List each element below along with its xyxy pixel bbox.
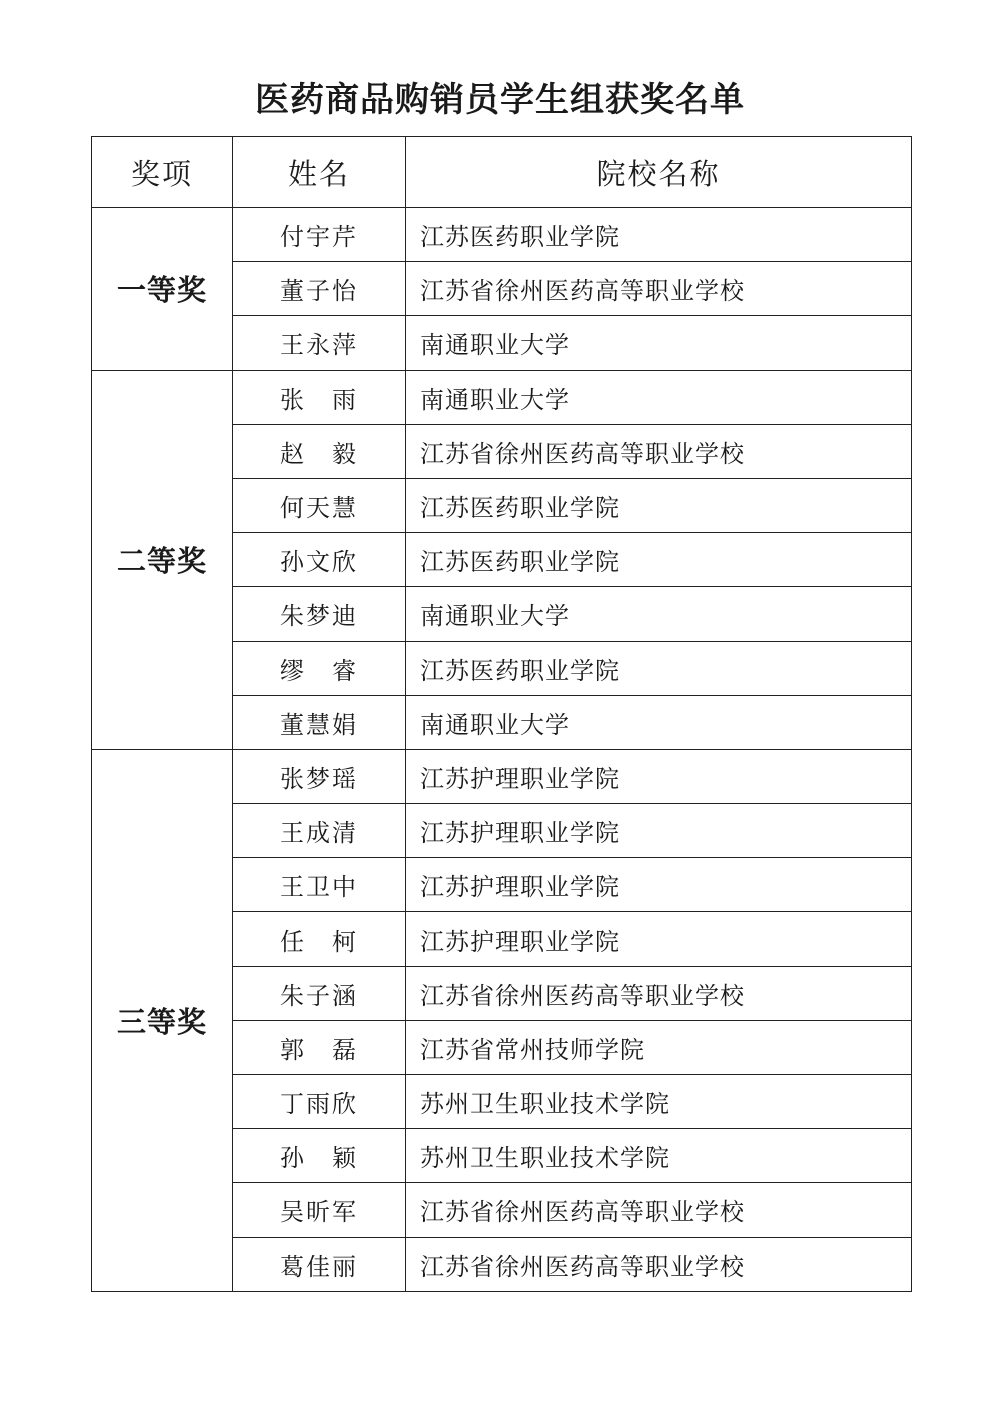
student-name-cell: 张 雨 — [233, 370, 406, 424]
student-name-cell: 吴昕军 — [233, 1183, 406, 1237]
student-name-cell: 张梦瑶 — [233, 749, 406, 803]
school-name-cell: 江苏医药职业学院 — [406, 641, 912, 695]
student-name-cell: 朱子涵 — [233, 966, 406, 1020]
student-name-cell: 朱梦迪 — [233, 587, 406, 641]
column-header-name: 姓名 — [233, 137, 406, 208]
student-name-cell: 郭 磊 — [233, 1020, 406, 1074]
table-row — [92, 370, 912, 424]
student-name-cell: 何天慧 — [233, 478, 406, 532]
student-name-cell: 孙 颖 — [233, 1129, 406, 1183]
student-name-cell: 孙文欣 — [233, 533, 406, 587]
school-name-cell: 江苏医药职业学院 — [406, 478, 912, 532]
school-name-cell: 江苏护理职业学院 — [406, 912, 912, 966]
table-body — [92, 208, 912, 1292]
table-header-row — [92, 137, 912, 208]
column-header-school: 院校名称 — [406, 137, 912, 208]
school-name-cell: 江苏护理职业学院 — [406, 749, 912, 803]
school-name-cell: 苏州卫生职业技术学院 — [406, 1129, 912, 1183]
award-level-cell: 一等奖 — [92, 208, 233, 371]
student-name-cell: 王卫中 — [233, 858, 406, 912]
school-name-cell: 江苏省徐州医药高等职业学校 — [406, 966, 912, 1020]
school-name-cell: 江苏医药职业学院 — [406, 533, 912, 587]
award-level-cell: 二等奖 — [92, 370, 233, 749]
student-name-cell: 丁雨欣 — [233, 1075, 406, 1129]
student-name-cell: 王成清 — [233, 804, 406, 858]
student-name-cell: 董慧娟 — [233, 695, 406, 749]
student-name-cell: 王永萍 — [233, 316, 406, 370]
school-name-cell: 江苏省徐州医药高等职业学校 — [406, 1237, 912, 1291]
school-name-cell: 南通职业大学 — [406, 316, 912, 370]
student-name-cell: 赵 毅 — [233, 424, 406, 478]
student-name-cell: 付宇芹 — [233, 208, 406, 262]
student-name-cell: 任 柯 — [233, 912, 406, 966]
school-name-cell: 南通职业大学 — [406, 587, 912, 641]
school-name-cell: 江苏护理职业学院 — [406, 858, 912, 912]
table-row — [92, 749, 912, 803]
award-level-cell: 三等奖 — [92, 749, 233, 1291]
school-name-cell: 江苏省常州技师学院 — [406, 1020, 912, 1074]
school-name-cell: 江苏省徐州医药高等职业学校 — [406, 1183, 912, 1237]
student-name-cell: 葛佳丽 — [233, 1237, 406, 1291]
student-name-cell: 缪 睿 — [233, 641, 406, 695]
column-header-award: 奖项 — [92, 137, 233, 208]
student-name-cell: 董子怡 — [233, 262, 406, 316]
page-title: 医药商品购销员学生组获奖名单 — [255, 80, 745, 120]
school-name-cell: 南通职业大学 — [406, 695, 912, 749]
school-name-cell: 苏州卫生职业技术学院 — [406, 1075, 912, 1129]
school-name-cell: 江苏护理职业学院 — [406, 804, 912, 858]
table-row — [92, 208, 912, 262]
school-name-cell: 南通职业大学 — [406, 370, 912, 424]
school-name-cell: 江苏省徐州医药高等职业学校 — [406, 424, 912, 478]
school-name-cell: 江苏医药职业学院 — [406, 208, 912, 262]
award-table — [91, 136, 912, 1292]
school-name-cell: 江苏省徐州医药高等职业学校 — [406, 262, 912, 316]
